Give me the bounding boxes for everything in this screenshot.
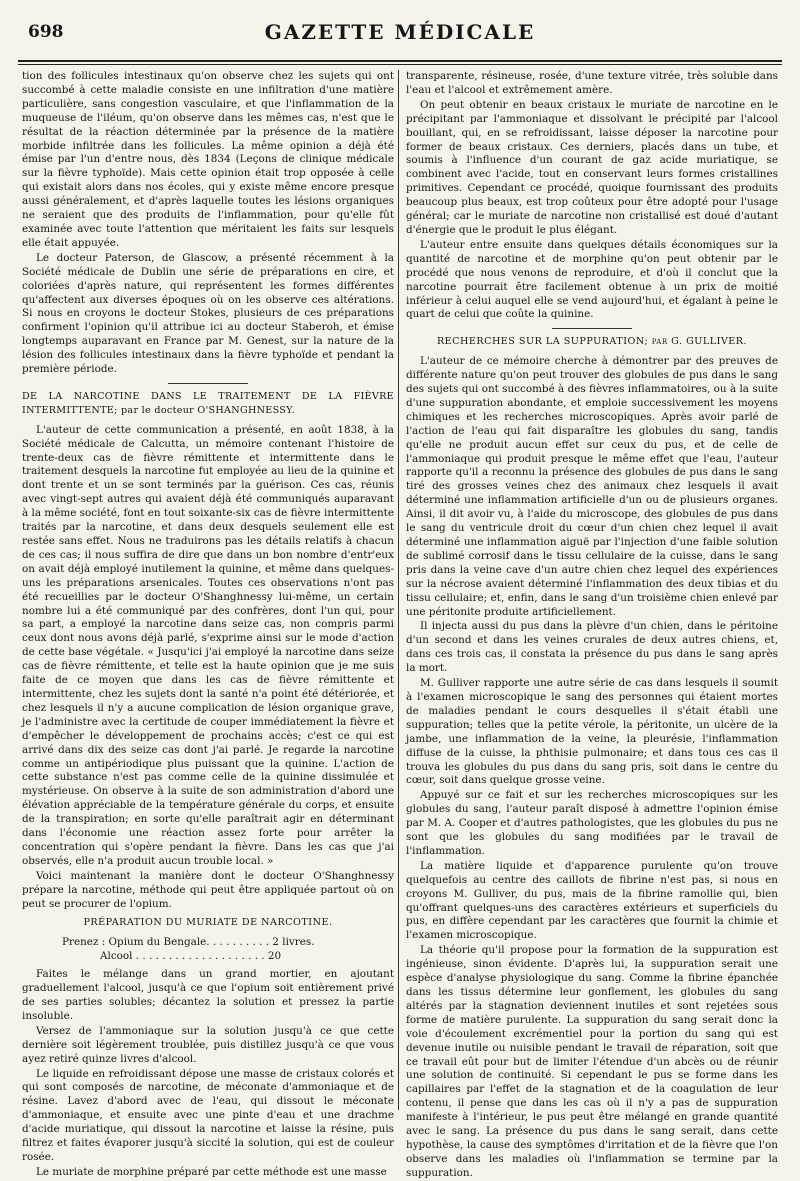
recipe-block — [62, 936, 394, 964]
paragraph: Versez de l'ammoniaque sur la solution jusqu'à ce que cette dernière soit légèrement troublée, puis distillez jusqu'à ce que vous ayez retiré quinze livres d'alcool. — [22, 1024, 394, 1065]
paragraph: tion des follicules intestinaux qu'on observe chez les sujets qui ont succombé à cette maladie consiste en une infiltration d'une matière particulière, sans congestion vasculaire, et que l'inflammation de la muqueuse de l'iléum, qu'on observe dans les mêmes cas, n'est que le résultat de la réaction déterminée par la présence de la matière morbide infiltrée dans les follicules. La même opinion a déjà été émise par l'un d'entre nous, dès 1834 (Leçons de clinique médicale sur la fièvre typhoïde). Mais cette opinion était trop opposée à celle qui existait alors dans nos écoles, qui y existe même encore presque aussi généralement, et d'après laquelle toutes les lésions organiques ne seraient que des produits de l'inflammation, pour qu'elle fût examinée avec toute l'attention que méritaient les faits sur lesquels elle était appuyée. — [22, 70, 394, 249]
paragraph: Le liquide en refroidissant dépose une masse de cristaux colorés et qui sont composés de narcotine, de méconate d'ammoniaque et de résine. Lavez d'abord avec de l'eau, qui dissout le méconate d'ammoniaque, et ensuite avec une pinte d'eau et une drachme d'acide muriatique, qui dissout la narcotine et laisse la résine, puis filtrez et faites évaporer jusqu'à siccité la solution, qui est de couleur rosée. — [22, 1067, 394, 1163]
paragraph: On peut obtenir en beaux cristaux le muriate de narcotine en le précipitant par l'ammoniaque et dissolvant le précipité par l'alcool bouillant, qui, en se refroidissant, laisse déposer la narcotine pour former de beaux cristaux. Ces derniers, placés dans un tube, et soumis à l'influence d'un courant de gaz acide muriatique, se combinent avec l'acide, tout en conservant leurs formes cristallines primitives. Cependant ce procédé, quoique fournissant des produits beaucoup plus beaux, est trop coûteux pour être adopté pour l'usage général; car le muriate de narcotine non cristallisé est doué d'autant d'énergie que le produit le plus élégant. — [406, 98, 778, 236]
left-column — [22, 70, 394, 1178]
header-rule-thin — [18, 64, 782, 65]
column-divider — [398, 70, 399, 1110]
section-heading: DE LA NARCOTINE DANS LE TRAITEMENT DE LA FIÈVRE INTERMITTENTE; par le docteur O'SHANGHNESSY. — [22, 390, 394, 416]
subsection-heading: PRÉPARATION DU MURIATE DE NARCOTINE. — [83, 917, 333, 929]
page-header — [18, 18, 782, 52]
paragraph: L'auteur entre ensuite dans quelques détails économiques sur la quantité de narcotine et de morphine qu'on peut obtenir par le procédé que nous venons de reproduire, et d'où il conclut que la narcotine pourrait être facilement obtenue à un prix de moitié inférieur à celui auquel elle se vend aujourd'hui, et égalant à peine le quart de celui que coûte la quinine. — [406, 238, 778, 321]
paragraph: transparente, résineuse, rosée, d'une texture vitrée, très soluble dans l'eau et l'alcool et extrêmement amère. — [406, 70, 778, 96]
paragraph: L'auteur de ce mémoire cherche à démontrer par des preuves de différente nature qu'on peut trouver des globules de pus dans le sang des sujets qui ont succombé à des fièvres inflammatoires, ou à la suite d'une suppuration abondante, et emploie successivement les moyens chimiques et les recherches microscopiques. Après avoir parlé de l'action de l'eau qui fait disparaître les globules du sang, tandis qu'elle ne produit aucun effet sur ceux du pus, et de celle de l'ammoniaque qui produit presque le même effet que l'eau, l'auteur rapporte qu'il a reconnu la présence des globules de pus dans le sang tiré des grosses veines chez des animaux chez lesquels il avait déterminé une inflammation artificielle d'un ou de plusieurs organes. Ainsi, il dit avoir vu, à l'aide du microscope, des globules de pus dans le sang du ventricule droit du cœur d'un chien chez lequel il avait déterminé une inflammation aiguë par l'injection d'une faible solution de sublimé corrosif dans le tissu cellulaire de la cuisse, dans le sang pris dans la veine cave d'un autre chien chez lequel des expériences sur la nécrose avaient déterminé l'inflammation des deux tibias et du tissu cellulaire; et, enfin, dans le sang d'un troisième chien enlevé par une péritonite produite artificiellement. — [406, 355, 778, 618]
paragraph: Faites le mélange dans un grand mortier, en ajoutant graduellement l'alcool, jusqu'à ce que l'opium soit entièrement privé de ses parties solubles; décantez la solution et pressez la partie insoluble. — [22, 968, 394, 1022]
right-column — [406, 70, 778, 1179]
header-rule — [18, 60, 782, 62]
paragraph: Le docteur Paterson, de Glascow, a présenté récemment à la Société médicale de Dublin une série de préparations en cire, et coloriées d'après nature, qui représentent les formes différentes qu'affectent aux diverses époques où on les observe ces altérations. Si nous en croyons le docteur Stokes, plusieurs de ces préparations confirment l'opinion qu'il attribue ici au docteur Staberoh, et émise longtemps auparavant en France par M. Genest, sur la nature de la lésion des follicules intestinaux dans la fièvre typhoïde et pendant la première période. — [22, 251, 394, 376]
paragraph: Voici maintenant la manière dont le docteur O'Shanghnessy prépare la narcotine, méthode qui peut être appliquée partout où on peut se procurer de l'opium. — [22, 869, 394, 910]
journal-title: GAZETTE MÉDICALE — [264, 20, 536, 44]
paragraph: M. Gulliver rapporte une autre série de cas dans lesquels il soumit à l'examen microscopique le sang des personnes qui étaient mortes de maladies pendant le cours desquelles il s'était établi une suppuration; telles que la petite vérole, la péritonite, un ulcère de la jambe, une inflammation de la veine, la pleurésie, l'inflammation diffuse de la cuisse, la phthisie pulmonaire; et dans tous ces cas il trouva les globules du pus dans du sang pris, soit dans le centre du cœur, soit dans quelque grosse veine. — [406, 677, 778, 787]
paragraph: Le muriate de morphine préparé par cette méthode est une masse — [36, 1165, 387, 1178]
paragraph: La théorie qu'il propose pour la formation de la suppuration est ingénieuse, sinon évidente. D'après lui, la suppuration serait une espèce d'analyse physiologique du sang. Comme la fibrine épanchée dans les tissus détermine leur gonflement, les globules du sang altérés par la stagnation deviennent inutiles et sont rejetées sous forme de matière purulente. La suppuration du sang serait donc la voie d'écoulement excrémentiel pour la portion du sang qui est devenue inutile ou nuisible pendant le travail de réparation, soit que ce travail eût pour but de limiter l'étendue d'un abcès ou de réunir une solution de continuité. Si cependant le pus se forme dans les capillaires par l'effet de la stagnation et de la coagulation de leur contenu, il pense que dans les cas où il n'y a pas de suppuration manifeste à l'intérieur, le pus peut être mélangé en grande quantité avec le sang. La présence du pus dans le sang serait, dans cette hypothèse, la cause des symptômes d'irritation et de la fièvre que l'on observe dans les maladies où l'inflammation se termine par la suppuration. — [406, 944, 778, 1179]
section-heading: RECHERCHES SUR LA SUPPURATION; par G. GULLIVER. — [436, 336, 748, 348]
paragraph: L'auteur de cette communication a présenté, en août 1838, à la Société médicale de Calcutta, un mémoire contenant l'histoire de trente-deux cas de fièvre rémittente et intermittente dans le traitement desquels la narcotine fut employée au lieu de la quinine et dont trente et un se sont terminés par la guérison. Ces cas, réunis avec vingt-sept autres qui avaient déjà été communiqués auparavant à la même société, font en tout soixante-six cas de fièvre intermittente traités par la narcotine, et dans deux desquels seulement elle est restée sans effet. Nous ne traduirons pas les détails relatifs à chacun de ces cas; il nous suffira de dire que dans un bon nombre d'entr'eux on avait déjà employé inutilement la quinine, et même dans quelques-uns les préparations arsenicales. Toutes ces observations n'ont pas été recueillies par le docteur O'Shanghnessy lui-même, un certain nombre lui a été communiqué par des confrères, dont l'un qui, pour sa part, a employé la narcotine dans seize cas, non compris parmi ceux dont nous avons déjà parlé, s'exprime ainsi sur le mode d'action de cette base végétale. « Jusqu'ici j'ai employé la narcotine dans seize cas de fièvre rémittente, et telle est la haute opinion que je me suis faite de ce moyen que dans les cas de fièvre rémittente et intermittente, chez les sujets dont la santé n'a point été détériorée, et chez lesquels il n'y a aucune complication de lésion organique grave, je l'administre avec la certitude de couper immédiatement la fièvre et d'empêcher le développement de prochains accès; c'est ce qui est arrivé dans dix des seize cas dont j'ai parlé. Je regarde la narcotine comme un antipériodique plus puissant que la quinine. L'action de cette substance n'est pas comme celle de la quinine dissimulée et mystérieuse. On observe à la suite de son administration d'abord une élévation appréciable de la température générale du corps, et ensuite de la transpiration; en sorte qu'elle paraîtrait agir en déterminant dans l'économie une réaction assez forte pour arrêter la concentration qui s'opère pendant la fièvre. Dans les cas que j'ai observés, elle n'a produit aucun trouble local. » — [22, 423, 394, 867]
section-divider — [552, 328, 632, 329]
paragraph: La matière liquide et d'apparence purulente qu'on trouve quelquefois au centre des caillots de fibrine n'est pas, si nous en croyons M. Gulliver, du pus, mais de la fibrine ramollie qui, bien qu'offrant quelques-uns des caractères extérieurs et superficiels du pus, en diffère cependant par les caractères que fournit la chimie et l'examen microscopique. — [406, 859, 778, 942]
recipe-line: Alcool . . . . . . . . . . . . . . . . . . . . 20 — [100, 950, 282, 963]
paragraph: Il injecta aussi du pus dans la plèvre d'un chien, dans le péritoine d'un second et dans les veines crurales de deux autres chiens, et, dans ces trois cas, il constata la présence du pus dans le sang après la mort. — [406, 620, 778, 675]
paragraph: Appuyé sur ce fait et sur les recherches microscopiques sur les globules du sang, l'auteur paraît disposé à admettre l'opinion émise par M. A. Cooper et d'autres pathologistes, que les globules du pus ne sont que les globules du sang modifiées par le travail de l'inflammation. — [406, 789, 778, 857]
section-divider — [168, 383, 248, 384]
recipe-line: Prenez : Opium du Bengale. . . . . . . . . . 2 livres. — [62, 936, 315, 949]
page-number: 698 — [28, 22, 64, 42]
